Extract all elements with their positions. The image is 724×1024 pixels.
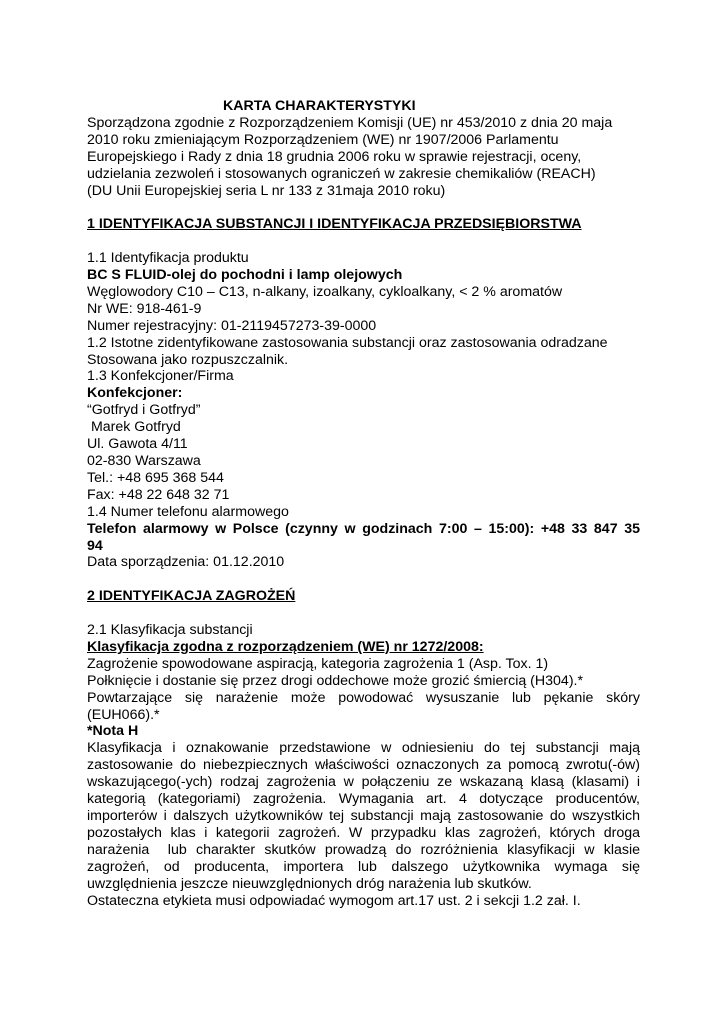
intro-paragraph xyxy=(87,115,640,200)
section-2-heading: 2 IDENTYFIKACJA ZAGROŻEŃ xyxy=(87,588,296,605)
subsection-1-4: 1.4 Numer telefonu alarmowego xyxy=(87,503,289,520)
registration-number: Numer rejestracyjny: 01-2119457273-39-0000 xyxy=(87,317,377,334)
fax: Fax: +48 22 648 32 71 xyxy=(87,486,230,503)
note-line: Klasyfikacja i oznakowanie przedstawione w odniesieniu do tej substancji mają xyxy=(87,740,640,757)
emergency-phone: Telefon alarmowy w Polsce (czynny w godzinach 7:00 – 15:00): +48 33 847 35 xyxy=(87,520,640,537)
subsection-2-1: 2.1 Klasyfikacja substancji xyxy=(87,622,253,639)
intro-line: Europejskiego i Rady z dnia 18 grudnia 2006 roku w sprawie rejestracji, oceny, xyxy=(87,148,582,165)
identified-use: Stosowana jako rozpuszczalnik. xyxy=(87,351,289,368)
intro-line: 2010 roku zmieniającym Rozporządzeniem (WE) nr 1907/2006 Parlamentu xyxy=(87,131,559,148)
hazard-statement: Połknięcie i dostanie się przez drogi oddechowe może grozić śmiercią (H304).* xyxy=(87,672,584,689)
section-1-heading: 1 IDENTYFIKACJA SUBSTANCJI I IDENTYFIKACJA PRZEDSIĘBIORSTWA xyxy=(87,216,582,233)
subsection-1-2: 1.2 Istotne zidentyfikowane zastosowania substancji oraz zastosowania odradzane xyxy=(87,334,608,351)
composition: Węglowodory C10 – C13, n-alkany, izoalkany, cykloalkany, < 2 % aromatów xyxy=(87,283,563,300)
note-line: importerów i dalszych użytkowników tej substancji mają zastosowanie do wszystkich xyxy=(87,808,640,824)
note-line: wskazującego(-ych) rodzaj zagrożenia w połączeniu ze wskazaną klasą (klasami) i xyxy=(87,774,640,791)
preparation-date: Data sporządzenia: 01.12.2010 xyxy=(87,554,285,571)
product-name: BC S FLUID-olej do pochodni i lamp olejowych xyxy=(87,267,403,284)
document-title: KARTA CHARAKTERYSTYKI xyxy=(223,98,416,114)
note-line: pozostałych klas i kategorii zagrożeń. W przypadku klas zagrożeń, których droga xyxy=(87,824,640,841)
company-name: “Gotfryd i Gotfryd” xyxy=(87,402,201,419)
classification-heading: Klasyfikacja zgodna z rozporządzeniem (WE) nr 1272/2008: xyxy=(87,638,484,655)
subsection-1-1: 1.1 Identyfikacja produktu xyxy=(87,250,249,267)
note-line: uwzględnienia jeszcze nieuwzględnionych dróg narażenia lub skutków. xyxy=(87,875,532,892)
emergency-phone-cont: 94 xyxy=(87,537,103,554)
final-label-requirement: Ostateczna etykieta musi odpowiadać wymogom art.17 ust. 2 i sekcji 1.2 zał. I. xyxy=(87,892,581,909)
note-line: narażenia lub charakter skutków prowadzą do rozróżnienia klasyfikacji w klasie xyxy=(87,841,640,858)
intro-line: udzielania zezwoleń i stosowanych ograniczeń w zakresie chemikaliów (REACH) xyxy=(87,165,596,182)
intro-line: (DU Unii Europejskiej seria L nr 133 z 31maja 2010 roku) xyxy=(87,182,446,199)
confectioner-label: Konfekcjoner: xyxy=(87,385,183,402)
note-label: *Nota H xyxy=(87,723,139,740)
street-address: Ul. Gawota 4/11 xyxy=(87,436,188,453)
subsection-1-3: 1.3 Konfekcjoner/Firma xyxy=(87,368,234,385)
telephone: Tel.: +48 695 368 544 xyxy=(87,469,224,486)
note-line: zagrożeń, od producenta, importera lub dalszego użytkownika wymaga się xyxy=(87,858,640,875)
hazard-statement: Zagrożenie spowodowane aspiracją, kategoria zagrożenia 1 (Asp. Tox. 1) xyxy=(87,655,549,672)
note-paragraph xyxy=(87,740,640,892)
document-page xyxy=(87,98,640,909)
hazard-statement: Powtarzające się narażenie może powodować wysuszanie lub pękanie skóry xyxy=(87,689,640,706)
note-line: zastosowanie do niebezpiecznych właściwości oznaczonych za pomocą zwrotu(-ów) xyxy=(87,757,640,774)
nr-we: Nr WE: 918-461-9 xyxy=(87,300,202,317)
intro-line: Sporządzona zgodnie z Rozporządzeniem Komisji (UE) nr 453/2010 z dnia 20 maja xyxy=(87,114,613,131)
hazard-statement-cont: (EUH066).* xyxy=(87,706,160,723)
note-line: kategorią (kategoriami) zagrożenia. Wymagania art. 4 dotyczące producentów, xyxy=(87,791,640,808)
contact-person: Marek Gotfryd xyxy=(87,419,181,436)
city-address: 02-830 Warszawa xyxy=(87,453,201,469)
